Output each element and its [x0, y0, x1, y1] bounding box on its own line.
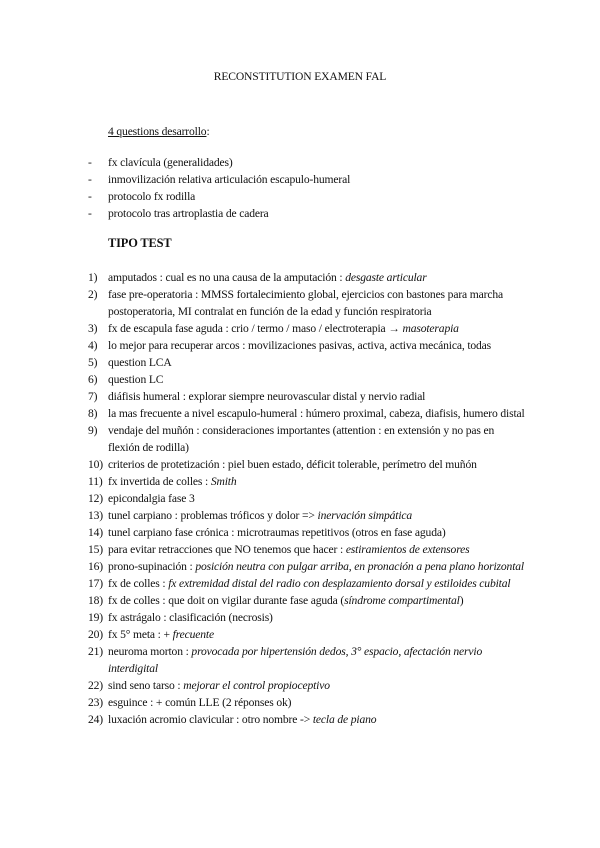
question-answer: inervación simpática: [317, 509, 413, 522]
question-body: [108, 577, 510, 590]
question-number: 21): [88, 645, 104, 658]
question-number: 3): [88, 322, 98, 335]
question-number: 16): [88, 560, 104, 573]
test-question: [88, 711, 528, 728]
question-answer: fx extremidad distal del radio con desplazamiento dorsal y estiloides cubital: [168, 577, 511, 590]
question-text: tunel carpiano fase crónica : microtraumas repetitivos (otros en fase aguda): [108, 526, 446, 539]
development-heading-suffix: :: [206, 125, 210, 138]
question-number: 20): [88, 628, 104, 641]
question-number: 13): [88, 509, 104, 522]
question-number: 10): [88, 458, 104, 471]
question-text: fase pre-operatoria : MMSS fortalecimiento global, ejercicios con bastones para marcha postoperatoria, MI contralat en función de la edad y función respiratoria: [108, 288, 503, 318]
question-body: [108, 628, 214, 641]
question-number: 9): [88, 424, 98, 437]
question-text: diáfisis humeral : explorar siempre neurovascular distal y nervio radial: [108, 390, 426, 403]
question-text: neuroma morton :: [108, 645, 192, 658]
test-question: [88, 456, 528, 473]
development-heading: [108, 125, 210, 138]
test-question: [88, 388, 528, 405]
question-text: prono-supinación :: [108, 560, 196, 573]
question-text: question LC: [108, 373, 164, 386]
test-question: [88, 473, 528, 490]
question-body: [108, 526, 446, 539]
question-number: 14): [88, 526, 104, 539]
question-body: [108, 390, 425, 403]
question-body: [108, 458, 477, 471]
question-answer: tecla de piano: [312, 713, 377, 726]
question-text: epicondalgia fase 3: [108, 492, 195, 505]
test-question: [88, 490, 528, 507]
question-body: [108, 407, 525, 420]
question-answer: síndrome compartimental: [344, 594, 460, 607]
question-body: [108, 424, 494, 454]
question-body: [108, 356, 172, 369]
question-body: [108, 594, 463, 607]
list-item: - protocolo tras artroplastia de cadera: [88, 207, 269, 220]
question-number: 11): [88, 475, 103, 488]
question-answer: frecuente: [172, 628, 214, 641]
question-body: [108, 339, 491, 352]
question-body: [108, 696, 291, 709]
list-item: - inmovilización relativa articulación escapulo-humeral: [88, 173, 351, 186]
question-text-after: ): [459, 594, 464, 607]
test-question: [88, 609, 528, 626]
question-body: [108, 713, 376, 726]
question-number: 22): [88, 679, 104, 692]
test-question: [88, 677, 528, 694]
question-text: fx astrágalo : clasificación (necrosis): [108, 611, 273, 624]
question-body: [108, 288, 503, 318]
development-heading-text: 4 questions desarrollo: [108, 125, 207, 138]
question-body: [108, 475, 237, 488]
question-text: fx 5° meta : +: [108, 628, 173, 641]
question-text: question LCA: [108, 356, 172, 369]
test-question: [88, 643, 528, 677]
question-body: [108, 679, 330, 692]
question-number: 8): [88, 407, 98, 420]
question-text: criterios de protetización : piel buen estado, déficit tolerable, perímetro del muñón: [108, 458, 477, 471]
test-question: [88, 541, 528, 558]
question-text: para evitar retracciones que NO tenemos que hacer :: [108, 543, 346, 556]
question-body: [108, 645, 482, 675]
question-number: 24): [88, 713, 104, 726]
question-answer: posición neutra con pulgar arriba, en pronación a pena plano horizontal: [195, 560, 524, 573]
test-question: [88, 558, 528, 575]
question-number: 2): [88, 288, 98, 301]
question-number: 19): [88, 611, 104, 624]
question-text: fx invertida de colles :: [108, 475, 211, 488]
test-question: [88, 575, 528, 592]
document-title: RECONSTITUTION EXAMEN FAL: [213, 70, 387, 83]
question-text: vendaje del muñón : consideraciones importantes (attention : en extensión y no pas en flexión de rodilla): [108, 424, 495, 454]
question-text: la mas frecuente a nivel escapulo-humeral : húmero proximal, cabeza, diafisis, humero distal: [108, 407, 525, 420]
question-answer: masoterapia: [402, 322, 459, 335]
question-answer: estiramientos de extensores: [345, 543, 470, 556]
question-number: 12): [88, 492, 104, 505]
question-body: [108, 611, 273, 624]
test-question: [88, 422, 528, 456]
question-text: tunel carpiano : problemas tróficos y dolor =>: [108, 509, 318, 522]
test-question: [88, 371, 528, 388]
question-answer: desgaste articular: [345, 271, 427, 284]
question-text: sind seno tarso :: [108, 679, 184, 692]
question-number: 5): [88, 356, 98, 369]
question-answer: provocada por hipertensión dedos, 3° espacio, afectación nervio interdigital: [108, 645, 483, 675]
test-question: [88, 269, 528, 286]
question-body: [108, 271, 427, 284]
question-body: [108, 543, 469, 556]
question-number: 17): [88, 577, 104, 590]
list-item: - fx clavícula (generalidades): [88, 156, 233, 169]
test-question: [88, 694, 528, 711]
question-text: amputados : cual es no una causa de la amputación :: [108, 271, 346, 284]
test-question: [88, 320, 528, 337]
test-question: [88, 524, 528, 541]
question-body: [108, 492, 195, 505]
question-body: [108, 509, 412, 522]
test-question-list: [88, 269, 528, 728]
question-text: fx de colles : que doit on vigilar durante fase aguda (: [108, 594, 345, 607]
question-body: [108, 322, 459, 335]
question-text: lo mejor para recuperar arcos : movilizaciones pasivas, activa, activa mecánica, todas: [108, 339, 492, 352]
test-question: [88, 337, 528, 354]
question-number: 1): [88, 271, 98, 284]
question-answer: Smith: [210, 475, 237, 488]
list-item: - protocolo fx rodilla: [88, 190, 196, 203]
question-body: [108, 373, 163, 386]
test-question: [88, 354, 528, 371]
question-number: 15): [88, 543, 104, 556]
question-text: fx de escapula fase aguda : crio / termo / maso / electroterapia →: [108, 322, 403, 335]
question-number: 7): [88, 390, 98, 403]
test-question: [88, 286, 528, 320]
development-list: [88, 154, 350, 222]
question-answer: mejorar el control propioceptivo: [183, 679, 330, 692]
test-question: [88, 507, 528, 524]
test-question: [88, 626, 528, 643]
question-number: 23): [88, 696, 104, 709]
question-text: esguince : + común LLE (2 réponses ok): [108, 696, 292, 709]
test-heading: TIPO TEST: [108, 236, 172, 250]
test-question: [88, 405, 528, 422]
question-number: 18): [88, 594, 104, 607]
question-text: luxación acromio clavicular : otro nombre ->: [108, 713, 313, 726]
question-body: [108, 560, 524, 573]
question-text: fx de colles :: [108, 577, 169, 590]
question-number: 6): [88, 373, 98, 386]
question-number: 4): [88, 339, 98, 352]
test-question: [88, 592, 528, 609]
